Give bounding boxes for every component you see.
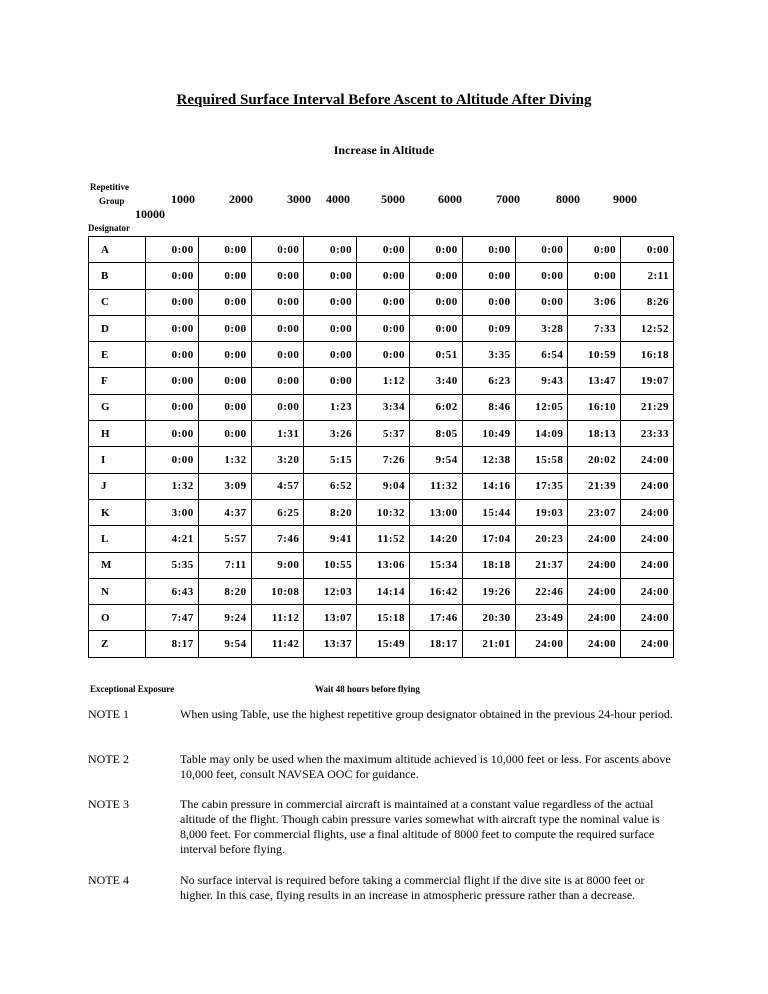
interval-cell: 3:34 [357,394,410,420]
interval-cell: 15:58 [515,447,568,473]
table-subtitle: Increase in Altitude [333,143,435,157]
interval-cell: 3:00 [146,499,199,525]
table-row [89,499,674,525]
interval-cell: 3:20 [251,447,304,473]
altitude-header: 10000 [135,207,165,221]
interval-cell: 12:05 [515,394,568,420]
interval-cell: 15:18 [357,605,410,631]
interval-cell: 8:46 [462,394,515,420]
interval-cell: 0:00 [304,315,357,341]
interval-cell: 0:00 [304,342,357,368]
interval-cell: 24:00 [568,526,621,552]
interval-cell: 0:00 [409,263,462,289]
interval-cell: 0:00 [357,315,410,341]
interval-cell: 24:00 [568,605,621,631]
interval-cell: 19:26 [462,578,515,604]
interval-cell: 11:52 [357,526,410,552]
interval-cell: 14:20 [409,526,462,552]
group-designator-cell: Z [89,631,146,657]
table-row [89,526,674,552]
interval-cell: 0:00 [357,289,410,315]
interval-cell: 0:00 [146,263,199,289]
interval-cell: 0:00 [357,342,410,368]
interval-cell: 24:00 [515,631,568,657]
interval-cell: 9:43 [515,368,568,394]
interval-cell: 0:00 [251,237,304,263]
interval-cell: 6:52 [304,473,357,499]
interval-cell: 7:47 [146,605,199,631]
interval-cell: 9:00 [251,552,304,578]
note-text: The cabin pressure in commercial aircraft is maintained at a constant value regardless of the actual altitude of the flight. Though cabin pressure varies somewhat with aircraft type the nominal value is 8,000 feet. For commercial flights, use a final altitude of 8000 feet to compute the required surface interval before flying. [180,797,660,856]
page-title: Required Surface Interval Before Ascent to Altitude After Diving [176,92,592,108]
table-row [89,605,674,631]
interval-cell: 19:03 [515,499,568,525]
group-designator-cell: J [89,473,146,499]
interval-cell: 9:54 [198,631,251,657]
interval-cell: 9:04 [357,473,410,499]
interval-cell: 17:46 [409,605,462,631]
interval-cell: 3:09 [198,473,251,499]
designator-label: Designator [88,223,130,233]
interval-cell: 23:33 [621,421,674,447]
interval-cell: 0:00 [251,289,304,315]
note-text: When using Table, use the highest repetitive group designator obtained in the previous 24-hour period. [180,707,673,721]
interval-cell: 1:23 [304,394,357,420]
altitude-header: 2000 [229,192,253,206]
group-designator-cell: B [89,263,146,289]
group-designator-cell: O [89,605,146,631]
interval-cell: 4:21 [146,526,199,552]
interval-cell: 0:00 [251,315,304,341]
interval-cell: 13:00 [409,499,462,525]
interval-cell: 1:31 [251,421,304,447]
interval-cell: 21:37 [515,552,568,578]
interval-cell: 9:54 [409,447,462,473]
interval-cell: 7:11 [198,552,251,578]
interval-cell: 0:00 [462,263,515,289]
interval-cell: 0:00 [568,237,621,263]
altitude-header: 3000 [287,192,311,206]
table-row [89,289,674,315]
interval-cell: 8:26 [621,289,674,315]
interval-cell: 6:54 [515,342,568,368]
altitude-header: 5000 [381,192,405,206]
interval-cell: 1:32 [198,447,251,473]
interval-cell: 13:47 [568,368,621,394]
interval-cell: 13:07 [304,605,357,631]
interval-cell: 8:05 [409,421,462,447]
interval-cell: 16:10 [568,394,621,420]
interval-cell: 0:00 [621,237,674,263]
interval-cell: 3:35 [462,342,515,368]
table-row [89,631,674,657]
group-designator-cell: M [89,552,146,578]
group-designator-cell: C [89,289,146,315]
interval-cell: 21:39 [568,473,621,499]
interval-cell: 13:06 [357,552,410,578]
table-row [89,368,674,394]
interval-cell: 15:44 [462,499,515,525]
altitude-header: 8000 [556,192,580,206]
group-designator-cell: E [89,342,146,368]
note-label: NOTE 2 [88,752,129,766]
group-designator-cell: H [89,421,146,447]
interval-cell: 9:24 [198,605,251,631]
group-designator-cell: N [89,578,146,604]
interval-cell: 0:00 [251,342,304,368]
table-row [89,342,674,368]
altitude-header: 7000 [496,192,520,206]
interval-cell: 16:42 [409,578,462,604]
interval-cell: 15:34 [409,552,462,578]
interval-cell: 10:55 [304,552,357,578]
interval-cell: 12:52 [621,315,674,341]
interval-cell: 0:00 [462,289,515,315]
interval-cell: 0:00 [409,237,462,263]
interval-cell: 0:00 [146,394,199,420]
interval-cell: 0:00 [251,263,304,289]
interval-cell: 24:00 [621,473,674,499]
interval-cell: 0:00 [146,342,199,368]
interval-cell: 18:18 [462,552,515,578]
note-label: NOTE 4 [88,873,129,887]
interval-cell: 0:00 [146,237,199,263]
interval-cell: 12:03 [304,578,357,604]
interval-cell: 0:51 [409,342,462,368]
interval-cell: 6:43 [146,578,199,604]
surface-interval-table [88,236,674,658]
interval-cell: 24:00 [568,552,621,578]
group-designator-cell: F [89,368,146,394]
table-row [89,315,674,341]
table-row [89,447,674,473]
interval-cell: 0:00 [568,263,621,289]
interval-cell: 0:00 [198,263,251,289]
group-designator-cell: A [89,237,146,263]
interval-cell: 23:49 [515,605,568,631]
interval-cell: 22:46 [515,578,568,604]
interval-cell: 14:09 [515,421,568,447]
interval-cell: 10:59 [568,342,621,368]
interval-cell: 0:00 [409,289,462,315]
interval-cell: 10:32 [357,499,410,525]
interval-cell: 5:15 [304,447,357,473]
table-row [89,421,674,447]
interval-cell: 0:00 [198,421,251,447]
exceptional-exposure-label: Exceptional Exposure [90,684,175,694]
interval-cell: 16:18 [621,342,674,368]
note-text: Table may only be used when the maximum altitude achieved is 10,000 feet or less. For ascents above 10,000 feet, consult NAVSEA OOC for guidance. [180,752,671,781]
interval-cell: 17:35 [515,473,568,499]
interval-cell: 3:40 [409,368,462,394]
interval-cell: 0:00 [515,289,568,315]
note-text: No surface interval is required before taking a commercial flight if the dive site is at 8000 feet or higher. In this case, flying results in an increase in atmospheric pressure rather than a decrease. [180,873,645,902]
interval-cell: 0:00 [198,394,251,420]
interval-cell: 8:17 [146,631,199,657]
group-designator-cell: D [89,315,146,341]
interval-cell: 0:00 [304,263,357,289]
interval-cell: 5:35 [146,552,199,578]
interval-cell: 24:00 [568,631,621,657]
interval-cell: 1:32 [146,473,199,499]
interval-cell: 4:57 [251,473,304,499]
interval-cell: 21:29 [621,394,674,420]
interval-cell: 24:00 [568,578,621,604]
table-row [89,263,674,289]
interval-cell: 0:00 [251,368,304,394]
group-designator-cell: K [89,499,146,525]
interval-cell: 14:14 [357,578,410,604]
interval-cell: 0:00 [515,237,568,263]
interval-cell: 0:00 [304,289,357,315]
interval-cell: 6:23 [462,368,515,394]
interval-cell: 24:00 [621,552,674,578]
group-designator-cell: L [89,526,146,552]
interval-cell: 0:09 [462,315,515,341]
interval-cell: 1:12 [357,368,410,394]
interval-cell: 7:46 [251,526,304,552]
interval-cell: 8:20 [304,499,357,525]
interval-cell: 6:25 [251,499,304,525]
table-row [89,237,674,263]
interval-cell: 19:07 [621,368,674,394]
interval-cell: 8:20 [198,578,251,604]
interval-cell: 6:02 [409,394,462,420]
interval-cell: 0:00 [198,342,251,368]
interval-cell: 5:37 [357,421,410,447]
interval-cell: 0:00 [146,315,199,341]
interval-cell: 0:00 [304,368,357,394]
altitude-header: 4000 [326,192,350,206]
interval-cell: 0:00 [515,263,568,289]
altitude-header: 6000 [438,192,462,206]
altitude-header: 1000 [171,192,195,206]
interval-cell: 15:49 [357,631,410,657]
interval-cell: 11:42 [251,631,304,657]
interval-cell: 0:00 [198,289,251,315]
interval-cell: 14:16 [462,473,515,499]
interval-cell: 0:00 [409,315,462,341]
interval-cell: 9:41 [304,526,357,552]
interval-cell: 0:00 [146,289,199,315]
group-designator-cell: I [89,447,146,473]
wait-text: Wait 48 hours before flying [315,684,420,694]
interval-cell: 0:00 [357,237,410,263]
interval-cell: 20:23 [515,526,568,552]
interval-cell: 21:01 [462,631,515,657]
repetitive-label: Repetitive [90,182,129,192]
interval-cell: 18:17 [409,631,462,657]
note-label: NOTE 1 [88,707,129,721]
interval-cell: 11:32 [409,473,462,499]
interval-cell: 20:02 [568,447,621,473]
interval-cell: 0:00 [146,368,199,394]
interval-cell: 0:00 [198,315,251,341]
interval-cell: 24:00 [621,447,674,473]
note-label: NOTE 3 [88,797,129,811]
interval-cell: 20:30 [462,605,515,631]
interval-cell: 24:00 [621,605,674,631]
interval-cell: 23:07 [568,499,621,525]
interval-cell: 0:00 [462,237,515,263]
group-label: Group [99,196,125,206]
interval-cell: 24:00 [621,578,674,604]
interval-cell: 3:26 [304,421,357,447]
interval-cell: 0:00 [146,421,199,447]
interval-cell: 2:11 [621,263,674,289]
interval-cell: 5:57 [198,526,251,552]
interval-cell: 17:04 [462,526,515,552]
table-row [89,394,674,420]
table-row [89,578,674,604]
interval-cell: 7:26 [357,447,410,473]
group-designator-cell: G [89,394,146,420]
interval-cell: 18:13 [568,421,621,447]
interval-cell: 0:00 [198,237,251,263]
interval-cell: 0:00 [251,394,304,420]
interval-cell: 0:00 [198,368,251,394]
interval-cell: 7:33 [568,315,621,341]
interval-cell: 13:37 [304,631,357,657]
table-row [89,552,674,578]
interval-cell: 24:00 [621,499,674,525]
altitude-header: 9000 [613,192,637,206]
interval-cell: 24:00 [621,631,674,657]
interval-cell: 0:00 [146,447,199,473]
table-row [89,473,674,499]
interval-cell: 0:00 [304,237,357,263]
interval-cell: 24:00 [621,526,674,552]
interval-cell: 4:37 [198,499,251,525]
interval-cell: 0:00 [357,263,410,289]
interval-cell: 10:49 [462,421,515,447]
interval-cell: 10:08 [251,578,304,604]
interval-cell: 11:12 [251,605,304,631]
interval-cell: 3:28 [515,315,568,341]
interval-cell: 3:06 [568,289,621,315]
interval-cell: 12:38 [462,447,515,473]
